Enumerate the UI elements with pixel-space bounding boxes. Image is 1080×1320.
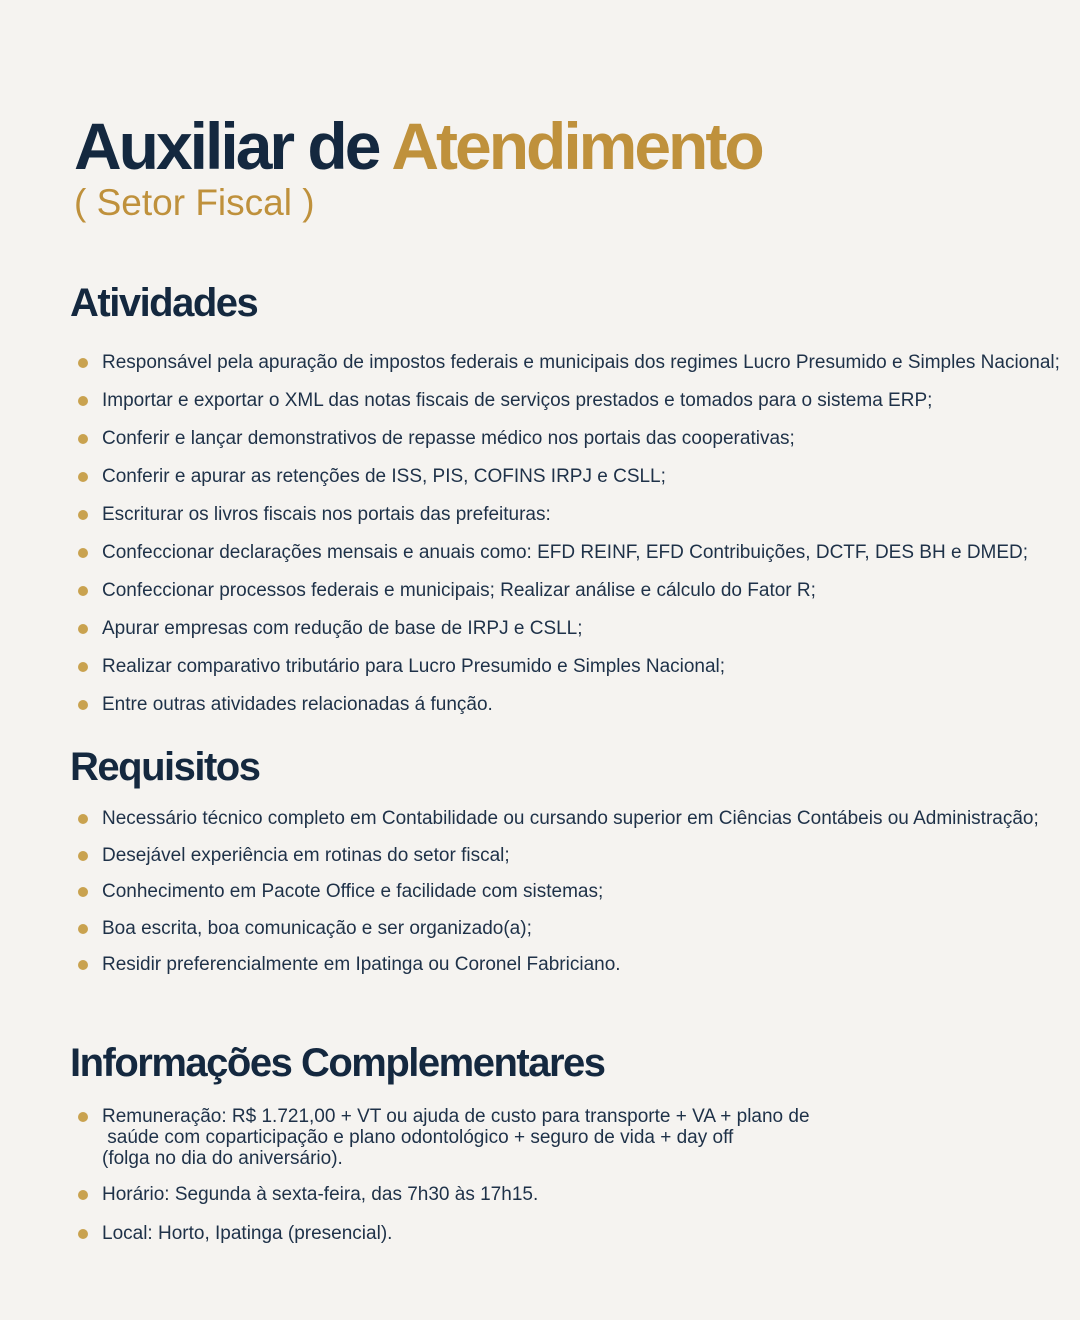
list-item — [78, 952, 1039, 989]
bullet-icon — [78, 396, 88, 406]
list-item-text: Horário: Segunda à sexta-feira, das 7h30 às 17h15. — [102, 1184, 539, 1205]
list-item — [78, 806, 1039, 843]
list-item — [78, 1184, 810, 1223]
bullet-icon — [78, 586, 88, 596]
list-item — [78, 1106, 810, 1184]
list-item — [78, 464, 1060, 502]
requisitos-list — [78, 806, 1039, 989]
page-subtitle: ( Setor Fiscal ) — [74, 182, 315, 223]
informacoes-list — [78, 1106, 810, 1262]
list-item — [78, 616, 1060, 654]
bullet-icon — [78, 700, 88, 710]
bullet-icon — [78, 510, 88, 520]
list-item — [78, 843, 1039, 880]
bullet-icon — [78, 662, 88, 672]
bullet-icon — [78, 472, 88, 482]
list-item-text: Apurar empresas com redução de base de IRPJ e CSLL; — [102, 618, 583, 639]
list-item-text: Importar e exportar o XML das notas fiscais de serviços prestados e tomados para o sistema ERP; — [102, 390, 933, 411]
bullet-icon — [78, 887, 88, 897]
list-item-text: Realizar comparativo tributário para Lucro Presumido e Simples Nacional; — [102, 656, 726, 677]
list-item-text: Escriturar os livros fiscais nos portais das prefeituras: — [102, 504, 551, 525]
list-item-text: Desejável experiência em rotinas do setor fiscal; — [102, 844, 510, 866]
bullet-icon — [78, 1229, 88, 1239]
list-item — [78, 426, 1060, 464]
bullet-icon — [78, 924, 88, 934]
bullet-icon — [78, 624, 88, 634]
list-item-text: Boa escrita, boa comunicação e ser organizado(a); — [102, 917, 532, 939]
list-item-text: Conferir e apurar as retenções de ISS, PIS, COFINS IRPJ e CSLL; — [102, 466, 666, 487]
list-item-text: Confeccionar declarações mensais e anuais como: EFD REINF, EFD Contribuições, DCTF, DES BH e DMED; — [102, 542, 1029, 563]
title-part-1: Auxiliar de — [74, 109, 379, 183]
list-item — [78, 350, 1060, 388]
list-item-text: Entre outras atividades relacionadas á função. — [102, 694, 493, 715]
list-item — [78, 502, 1060, 540]
bullet-icon — [78, 814, 88, 824]
list-item — [78, 578, 1060, 616]
list-item-text: Necessário técnico completo em Contabilidade ou cursando superior em Ciências Contábeis ou Administração; — [102, 808, 1039, 829]
title-part-2: Atendimento — [391, 109, 762, 183]
list-item-text: Conhecimento em Pacote Office e facilidade com sistemas; — [102, 881, 604, 902]
list-item-text: Confeccionar processos federais e municipais; Realizar análise e cálculo do Fator R; — [102, 580, 816, 601]
bullet-icon — [78, 548, 88, 558]
list-item — [78, 540, 1060, 578]
section-heading-informacoes: Informações Complementares — [70, 1041, 605, 1085]
bullet-icon — [78, 851, 88, 861]
list-item-text: Remuneração: R$ 1.721,00 + VT ou ajuda de custo para transporte + VA + plano de saúde com coparticipação e plano odontológico + seguro de vida + day off (folga no dia do aniversário). — [102, 1106, 810, 1169]
list-item — [78, 692, 1060, 730]
bullet-icon — [78, 358, 88, 368]
page-title — [74, 106, 762, 186]
atividades-list — [78, 350, 1060, 730]
list-item-text: Responsável pela apuração de impostos federais e municipais dos regimes Lucro Presumido e Simples Nacional; — [102, 352, 1060, 373]
bullet-icon — [78, 1190, 88, 1200]
list-item-text: Local: Horto, Ipatinga (presencial). — [102, 1223, 393, 1244]
list-item-text: Residir preferencialmente em Ipatinga ou Coronel Fabriciano. — [102, 954, 621, 975]
list-item-text: Conferir e lançar demonstrativos de repasse médico nos portais das cooperativas; — [102, 428, 795, 449]
bullet-icon — [78, 960, 88, 970]
section-heading-atividades: Atividades — [70, 281, 258, 325]
list-item — [78, 1223, 810, 1262]
bullet-icon — [78, 434, 88, 444]
bullet-icon — [78, 1112, 88, 1122]
list-item — [78, 654, 1060, 692]
list-item — [78, 879, 1039, 916]
list-item — [78, 388, 1060, 426]
section-heading-requisitos: Requisitos — [70, 745, 260, 789]
list-item — [78, 916, 1039, 953]
